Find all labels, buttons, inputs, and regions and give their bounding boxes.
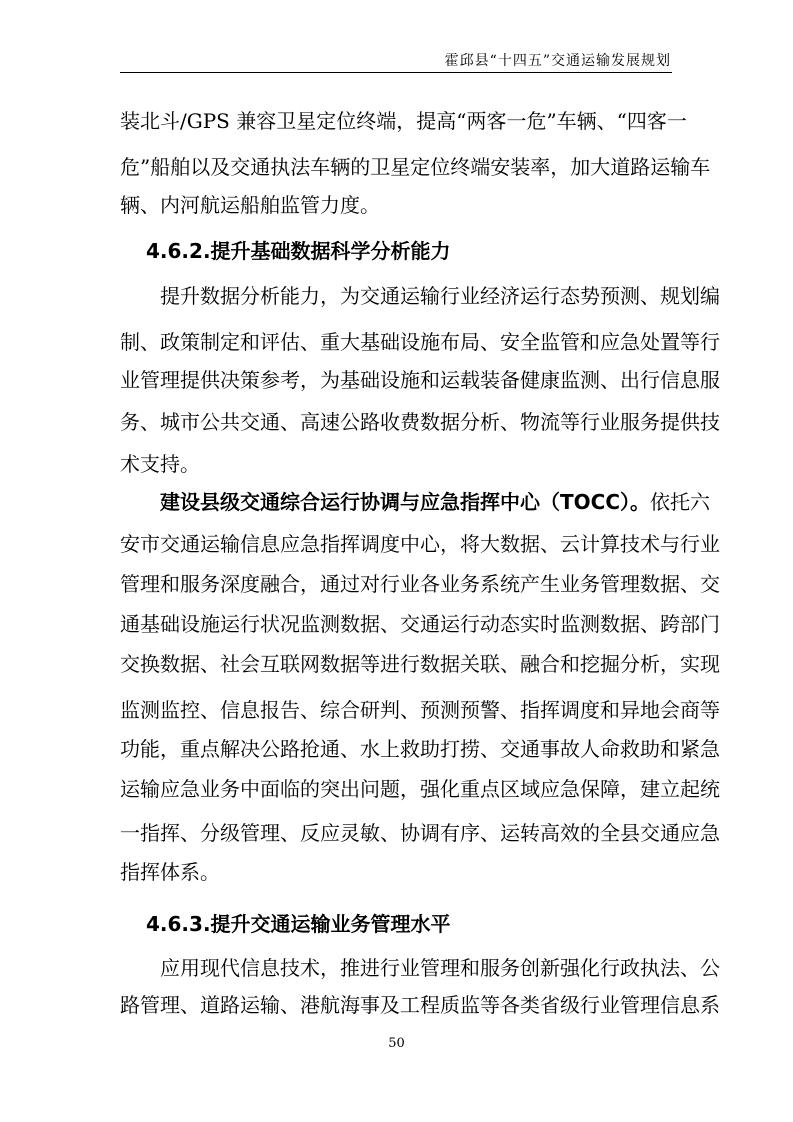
tocc-lead-sentence: 建设县级交通综合运行协调与应急指挥中心（TOCC）。 <box>120 490 650 514</box>
body-text-line: 应用现代信息技术，推进行业管理和服务创新强化行政执法、公 <box>120 956 720 980</box>
body-text-line: 监测监控、信息报告、综合研判、预测预警、指挥调度和异地会商等 <box>120 698 720 722</box>
header-divider <box>120 72 672 73</box>
body-text-line: 功能，重点解决公路抢通、水上救助打捞、交通事故人命救助和紧急 <box>120 737 720 761</box>
page-number: 50 <box>388 1036 405 1051</box>
body-text-line: 安市交通运输信息应急指挥调度中心，将大数据、云计算技术与行业 <box>120 532 720 556</box>
body-text-line: 路管理、道路运输、港航海事及工程质监等各类省级行业管理信息系 <box>120 993 720 1017</box>
body-text-line <box>120 490 710 514</box>
body-text-line: 通基础设施运行状况监测数据、交通运行动态实时监测数据、跨部门 <box>120 612 720 636</box>
body-text-line: 危”船舶以及交通执法车辆的卫星定位终端安装率，加大道路运输车 <box>120 155 711 179</box>
body-text-line: 运输应急业务中面临的突出问题，强化重点区域应急保障，建立起统 <box>120 777 720 801</box>
body-text-line: 一指挥、分级管理、反应灵敏、协调有序、运转高效的全县交通应急 <box>120 821 720 845</box>
body-text-line: 指挥体系。 <box>120 860 220 884</box>
section-heading-4-6-3: 4.6.3.提升交通运输业务管理水平 <box>146 912 451 936</box>
body-text-line: 装北斗/GPS 兼容卫星定位终端，提高“两客一危”车辆、“四客一 <box>120 109 687 133</box>
body-text-line: 务、城市公共交通、高速公路收费数据分析、物流等行业服务提供技 <box>120 410 720 434</box>
body-text-line: 交换数据、社会互联网数据等进行数据关联、融合和挖掘分析，实现 <box>120 652 720 676</box>
body-text-line: 辆、内河航运船舶监管力度。 <box>120 193 380 217</box>
body-text-line: 提升数据分析能力，为交通运输行业经济运行态势预测、规划编 <box>120 284 720 308</box>
running-header-title: 霍邱县“十四五”交通运输发展规划 <box>444 53 671 69</box>
body-text-line: 管理和服务深度融合，通过对行业各业务系统产生业务管理数据、交 <box>120 572 720 596</box>
section-heading-4-6-2: 4.6.2.提升基础数据科学分析能力 <box>146 239 451 263</box>
body-text-span: 依托六 <box>650 490 710 514</box>
body-text-line: 业管理提供决策参考，为基础设施和运载装备健康监测、出行信息服 <box>120 368 720 392</box>
body-text-line: 术支持。 <box>120 452 200 476</box>
body-text-line: 制、政策制定和评估、重大基础设施布局、安全监管和应急处置等行 <box>120 330 720 354</box>
